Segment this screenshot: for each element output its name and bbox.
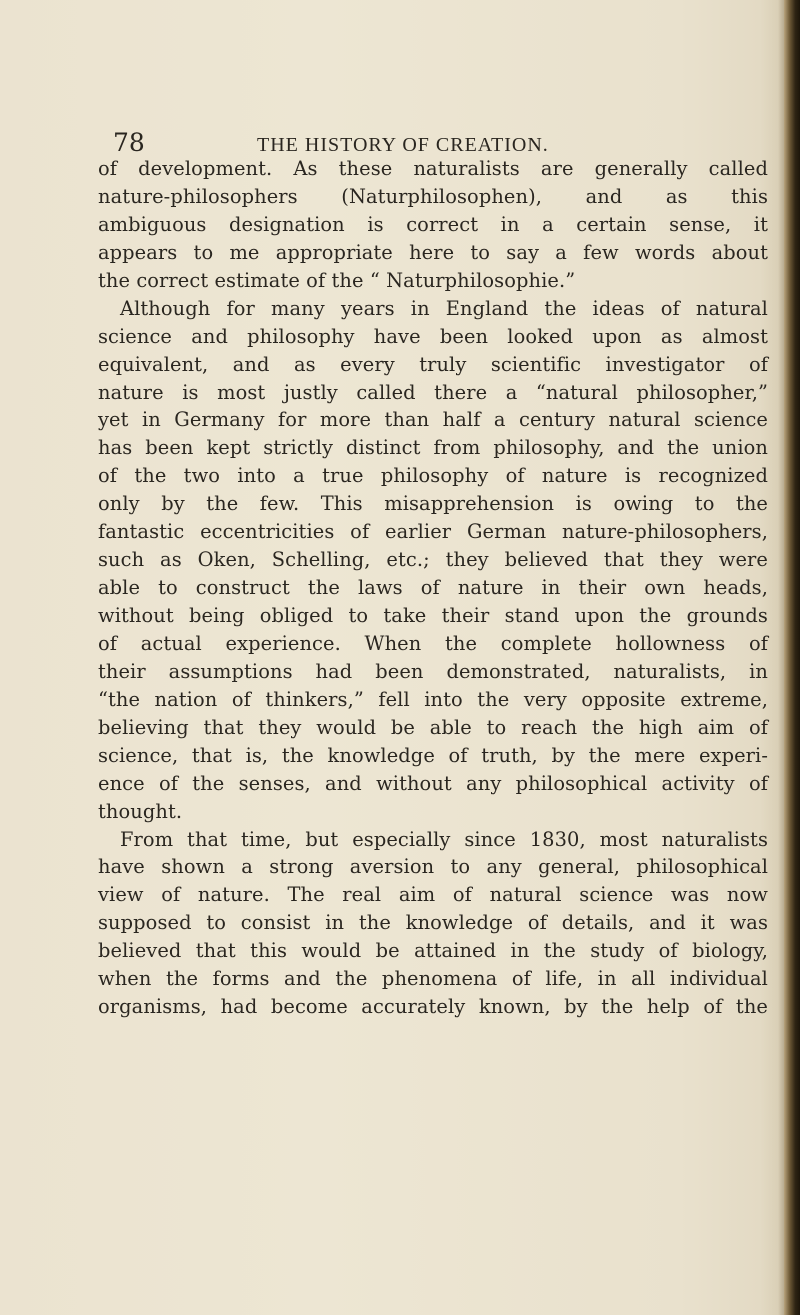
text-line: has been kept strictly distinct from philosophy, and the union: [98, 436, 768, 460]
text-line: yet in Germany for more than half a century natural science: [98, 408, 768, 432]
text-line: fantastic eccentricities of earlier German nature-philosophers,: [98, 520, 768, 544]
text-line: organisms, had become accurately known, by the help of the: [98, 995, 768, 1019]
text-line: such as Oken, Schelling, etc.; they believed that they were: [98, 548, 768, 572]
text-line: of development. As these naturalists are generally called: [98, 157, 768, 180]
text-line: of the two into a true philosophy of nature is recognized: [98, 464, 768, 488]
text-line: “the nation of thinkers,” fell into the very opposite extreme,: [98, 687, 768, 711]
page-number: 78: [113, 128, 145, 157]
text-line: believing that they would be able to reach the high aim of: [98, 715, 768, 739]
text-line: thought.: [98, 799, 183, 823]
text-line: without being obliged to take their stand upon the grounds: [98, 604, 768, 627]
text-line: of actual experience. When the complete hollowness of: [98, 631, 768, 655]
text-line: ence of the senses, and without any philosophical activity of: [98, 771, 768, 795]
text-line: nature-philosophers (Naturphilosophen), and as this: [98, 184, 768, 208]
text-line: the correct estimate of the “ Naturphilosophie.”: [98, 268, 576, 292]
text-line: nature is most justly called there a “natural philosopher,”: [98, 380, 768, 404]
text-line: appears to me appropriate here to say a few words about: [98, 240, 768, 264]
text-line: have shown a strong aversion to any general, philosophical: [98, 855, 768, 879]
text-line: believed that this would be attained in the study of biology,: [98, 939, 768, 963]
text-line: From that time, but especially since 1830, most naturalists: [120, 827, 768, 851]
body-text: [98, 155, 768, 1021]
text-line: able to construct the laws of nature in their own heads,: [98, 576, 768, 600]
text-line: only by the few. This misapprehension is owing to the: [98, 492, 768, 516]
text-line: science, that is, the knowledge of truth, by the mere experi-: [98, 743, 768, 767]
text-line: equivalent, and as every truly scientific investigator of: [98, 352, 768, 376]
text-line: science and philosophy have been looked upon as almost: [98, 324, 768, 348]
text-line: supposed to consist in the knowledge of details, and it was: [98, 911, 768, 935]
text-line: their assumptions had been demonstrated, naturalists, in: [98, 659, 768, 683]
text-line: view of nature. The real aim of natural science was now: [98, 883, 768, 907]
text-line: when the forms and the phenomena of life, in all individual: [98, 967, 768, 991]
text-line: ambiguous designation is correct in a certain sense, it: [98, 212, 768, 236]
text-line: Although for many years in England the ideas of natural: [120, 296, 768, 320]
running-head: THE HISTORY OF CREATION.: [257, 134, 549, 156]
page-edge-binding: [784, 0, 800, 1315]
